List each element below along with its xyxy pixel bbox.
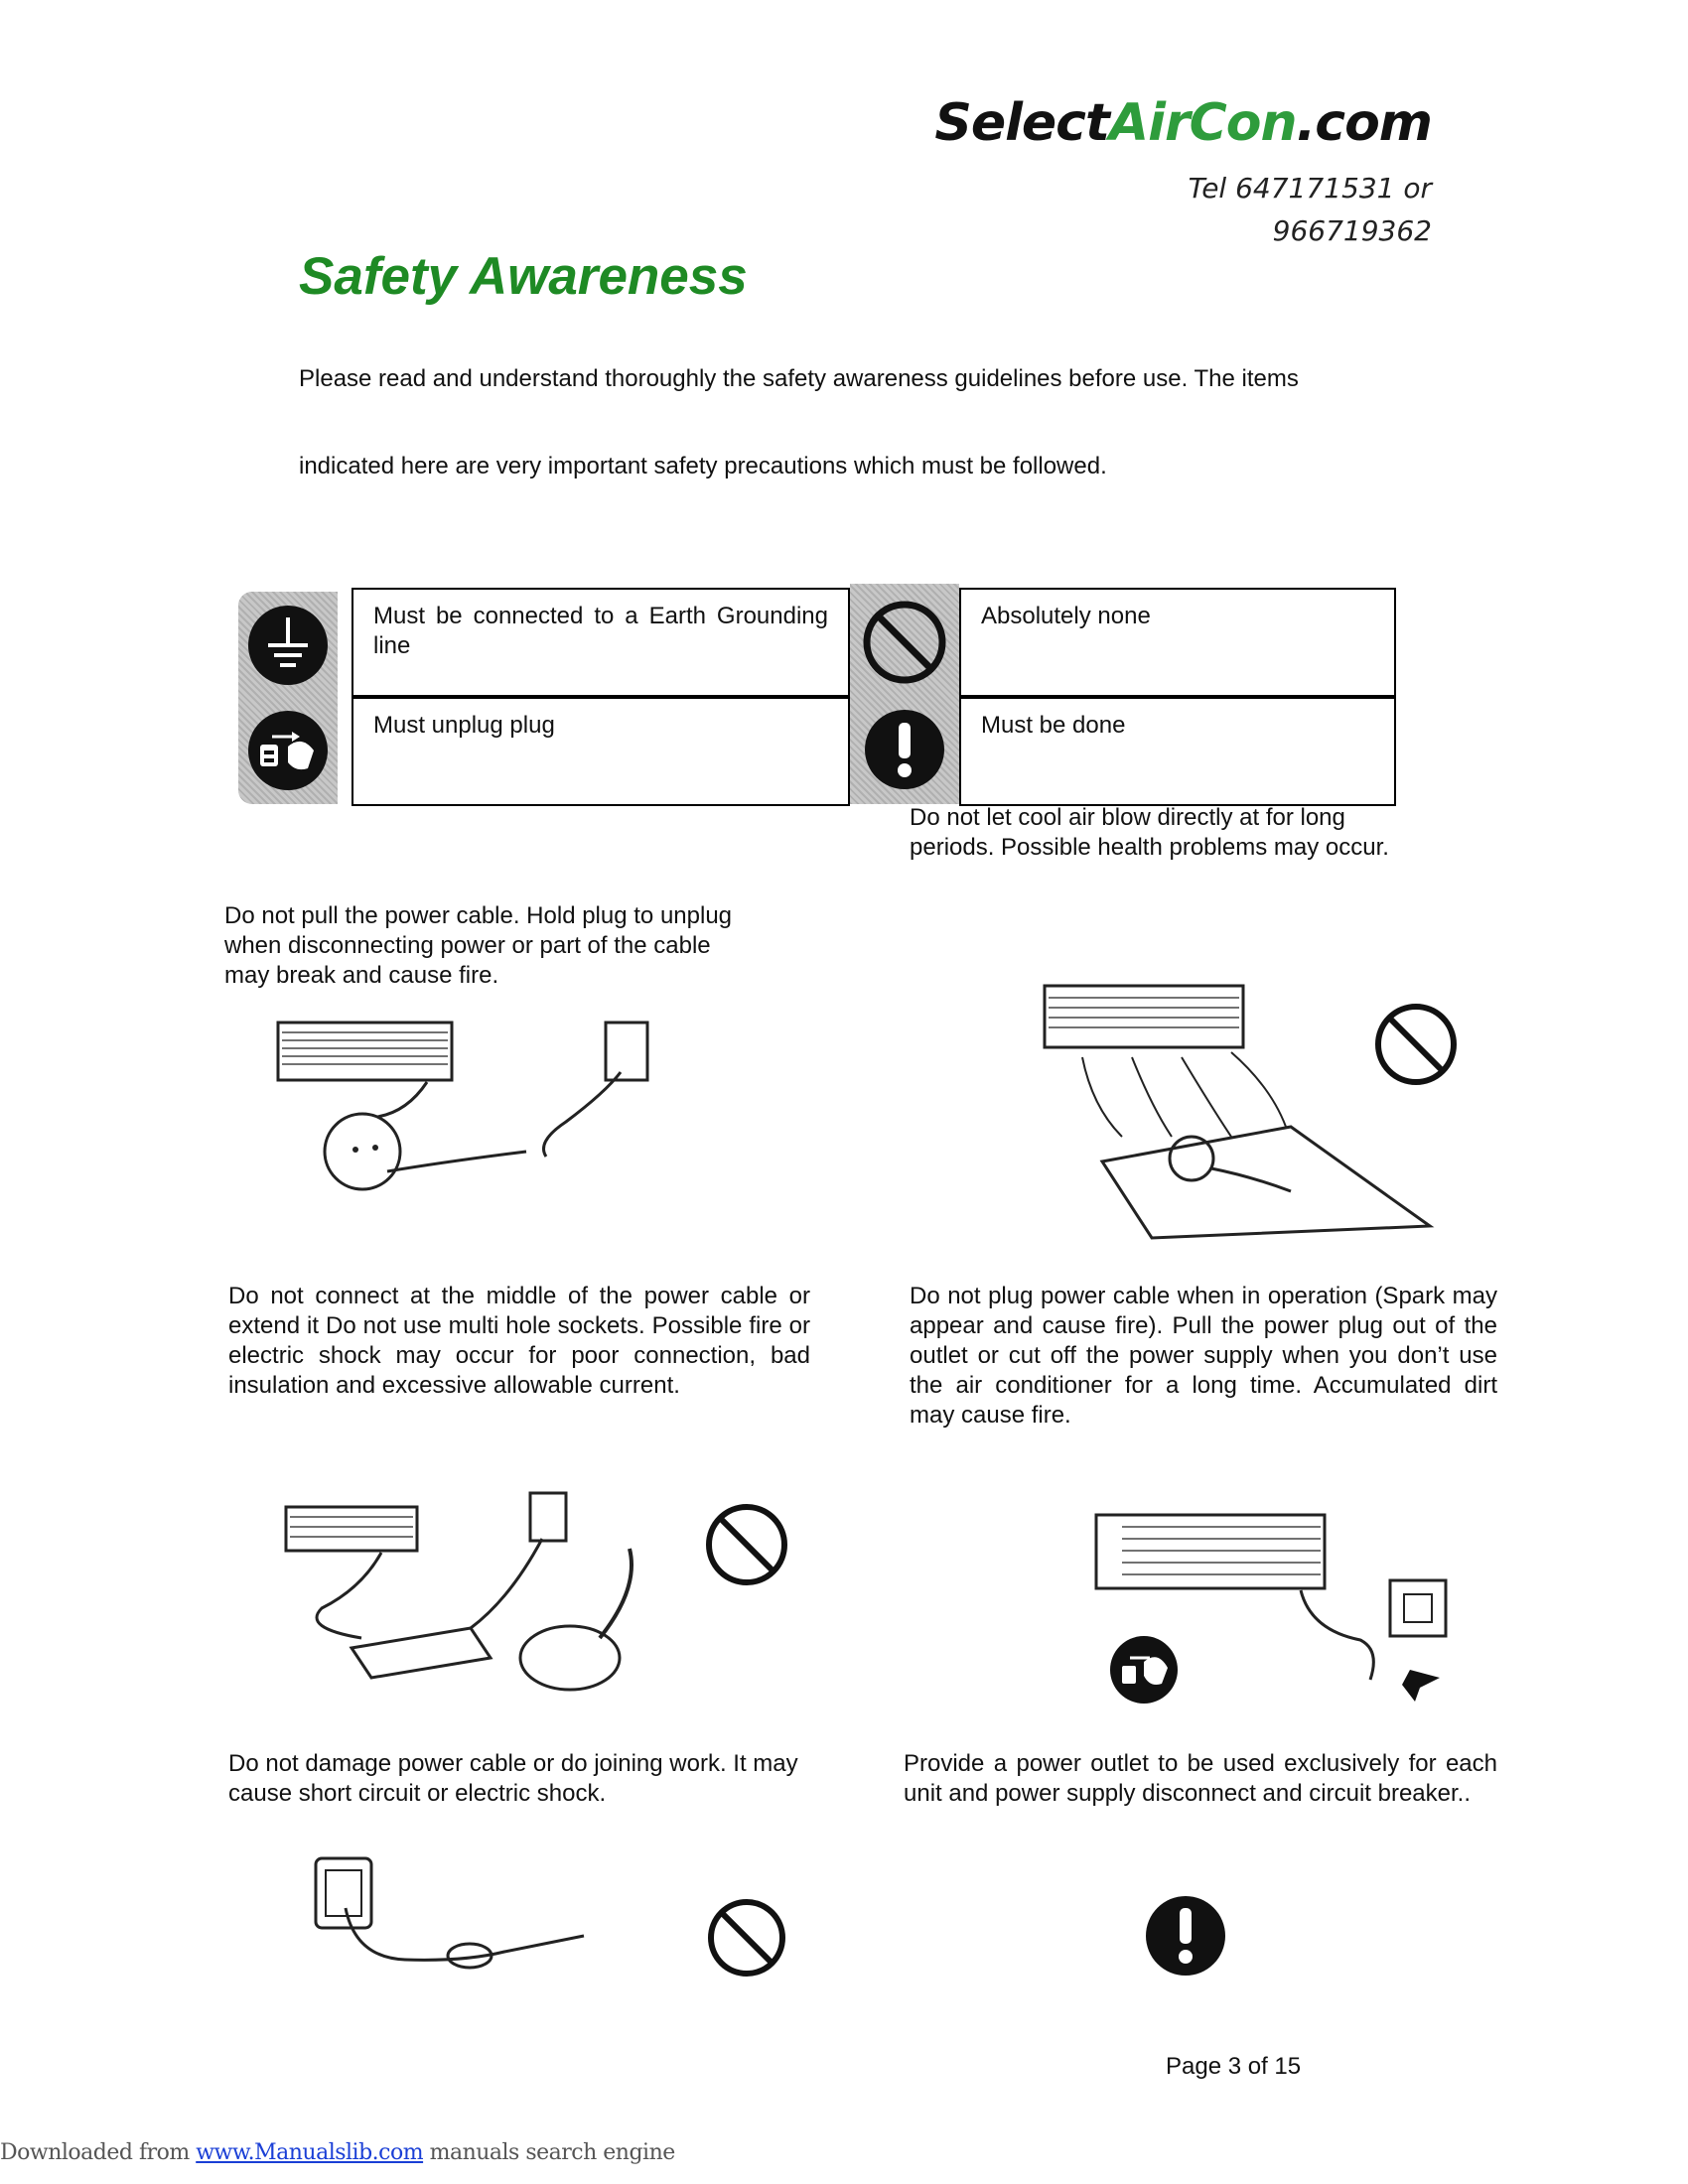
instruction-damage-cable: Do not damage power cable or do joining work. It may cause short circuit or electric shock. — [228, 1750, 798, 1807]
unplug-icon — [244, 707, 332, 794]
illustration-pull-cable — [268, 1013, 665, 1211]
downloaded-from-text: Downloaded from — [0, 2140, 197, 2165]
instruction-power-outlet: Provide a power outlet to be used exclusively for each unit and power supply disconnect and circuit breaker.. — [904, 1750, 1497, 1807]
instruction-pull-cable: Do not pull the power cable. Hold plug to unplug when disconnecting power or part of the cable may break and cause fire. — [224, 902, 733, 989]
brand-logo — [934, 93, 1432, 153]
illustration-damage-cable — [306, 1848, 594, 1978]
illustration-multi-socket — [282, 1489, 659, 1698]
mandatory-icon-power-outlet — [1144, 1894, 1227, 1978]
intro-line-2: indicated here are very important safety precautions which must be followed. — [299, 453, 1107, 479]
telephone — [1094, 167, 1432, 252]
manualslib-link[interactable]: www.Manualslib.com — [196, 2140, 424, 2165]
page-title: Safety Awareness — [299, 247, 748, 306]
instruction-cool-air: Do not let cool air blow directly at for long periods. Possible health problems may occur. — [910, 804, 1389, 861]
prohibition-icon-multi-socket — [703, 1501, 790, 1588]
mandatory-icon — [860, 705, 949, 794]
tel-line-2: 966719362 — [1272, 214, 1432, 247]
legend-earth-grounding: Must be connected to a Earth Grounding line — [352, 588, 850, 697]
legend-icon-column-left — [238, 592, 338, 804]
intro-line-1: Please read and understand thoroughly the safety awareness guidelines before use. The items — [299, 365, 1299, 392]
download-footer — [0, 2140, 675, 2165]
illustration-unplug — [1092, 1511, 1470, 1709]
prohibition-icon-damage-cable — [705, 1896, 788, 1979]
tagline-text: manuals search engine — [423, 2140, 675, 2165]
instruction-plug-operation: Do not plug power cable when in operation (Spark may appear and cause fire). Pull the power plug out of the outlet or cut off the power supply when you don’t use the air conditioner for a long time. Accumulated dirt may cause fire. — [910, 1283, 1497, 1429]
legend-icon-column-right — [850, 584, 959, 804]
earth-ground-icon — [244, 602, 332, 689]
tel-line-1: Tel 647171531 or — [1188, 172, 1432, 205]
prohibition-icon-cool-air — [1372, 1001, 1460, 1088]
brand-select: Select — [934, 93, 1109, 153]
page-number: Page 3 of 15 — [1166, 2053, 1302, 2080]
brand-tld: .com — [1296, 93, 1432, 153]
legend-absolutely-none: Absolutely none — [959, 588, 1396, 697]
brand-aircon: AirCon — [1108, 93, 1297, 153]
legend-unplug: Must unplug plug — [352, 697, 850, 806]
instruction-middle-cable: Do not connect at the middle of the power cable or extend it Do not use multi hole sockets. Possible fire or electric shock may occur for poor connection, bad insulation and excessive allowable current. — [228, 1283, 810, 1399]
legend-must-be-done: Must be done — [959, 697, 1396, 806]
prohibition-icon — [860, 598, 949, 687]
